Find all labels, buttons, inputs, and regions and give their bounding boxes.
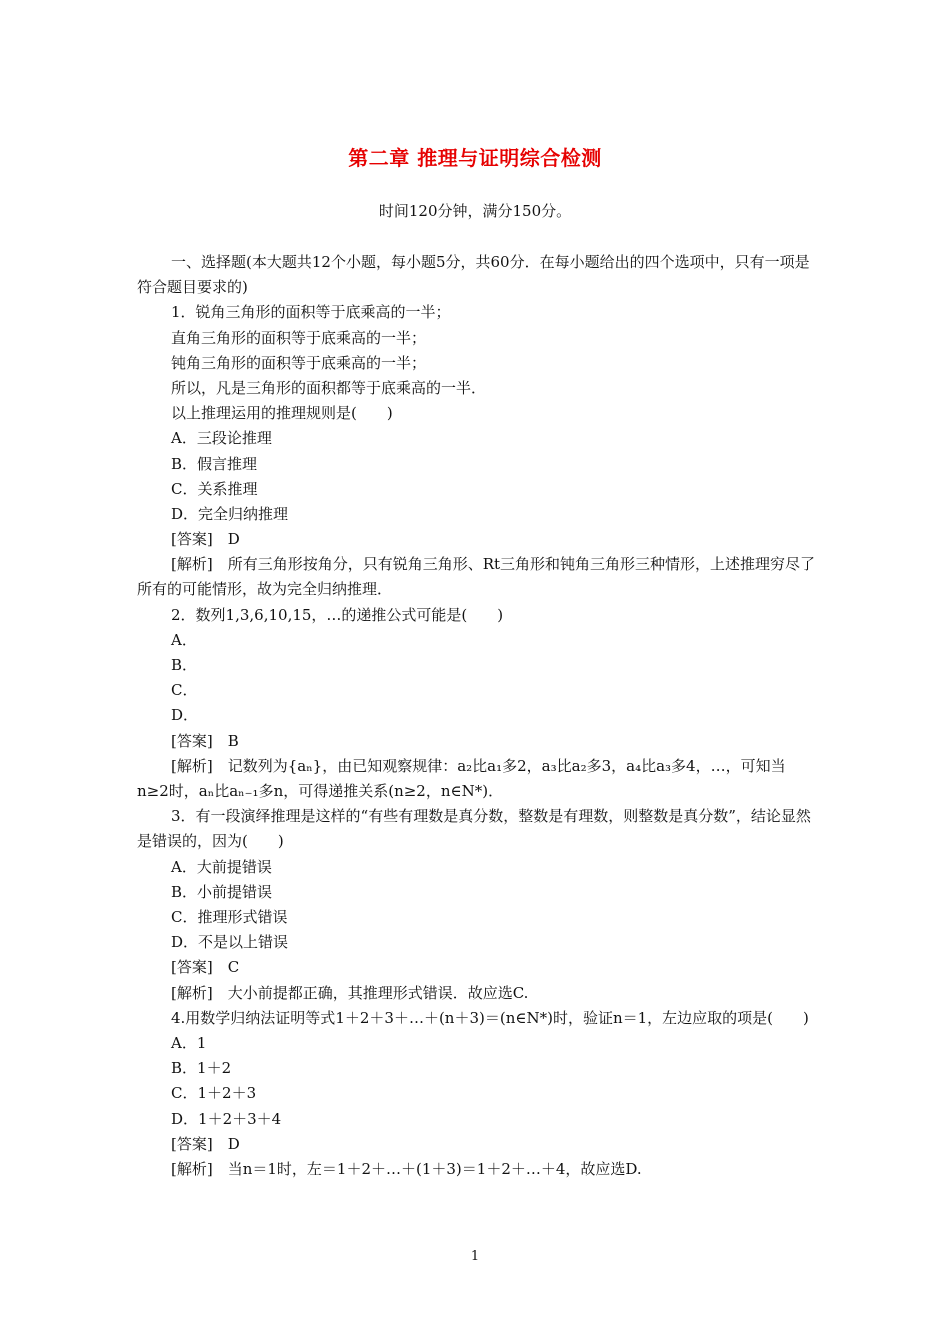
question-4-option-b: B．1＋2 bbox=[171, 1059, 232, 1078]
question-1-line: 钝角三角形的面积等于底乘高的一半； bbox=[171, 353, 427, 372]
question-2-stem: 2．数列1,3,6,10,15，…的递推公式可能是( ) bbox=[171, 605, 504, 624]
question-2-analysis: [解析] 记数列为{aₙ}，由已知观察规律：a₂比a₁多2，a₃比a₂多3，a₄比a₃多4，…，可知当n≥2时，aₙ比aₙ₋₁多n，可得递推关系(n≥2，n∈N*)． bbox=[137, 756, 786, 801]
question-4-analysis: [解析] 当n＝1时，左＝1＋2＋…＋(1＋3)＝1＋2＋…＋4，故应选D. bbox=[171, 1159, 642, 1178]
question-3-option-d: D．不是以上错误 bbox=[171, 933, 289, 952]
question-3-analysis: [解析] 大小前提都正确，其推理形式错误．故应选C. bbox=[171, 983, 529, 1002]
question-1-analysis: [解析] 所有三角形按角分，只有锐角三角形、Rt三角形和钝角三角形三种情形，上述推理穷尽了所有的可能情形，故为完全归纳推理． bbox=[137, 555, 816, 599]
question-1-prompt: 以上推理运用的推理规则是( ) bbox=[171, 404, 393, 423]
question-4-option-d: D．1＋2＋3＋4 bbox=[171, 1109, 282, 1128]
question-2-option-c: C． bbox=[171, 681, 198, 700]
question-1-option-c: C．关系推理 bbox=[171, 479, 258, 498]
question-4-option-c: C．1＋2＋3 bbox=[171, 1084, 257, 1103]
question-3-option-c: C．推理形式错误 bbox=[171, 908, 288, 926]
question-2-answer: [答案] B bbox=[171, 731, 239, 750]
question-2-option-a: A． bbox=[171, 630, 197, 649]
question-2-option-d: D． bbox=[171, 706, 199, 725]
question-4-answer: [答案] D bbox=[171, 1134, 240, 1153]
question-1-line: 所以，凡是三角形的面积都等于底乘高的一半． bbox=[171, 378, 487, 397]
question-2-option-b: B． bbox=[171, 656, 198, 675]
question-3-option-b: B．小前提错误 bbox=[171, 882, 273, 901]
question-1-option-b: B．假言推理 bbox=[171, 454, 258, 473]
question-1-answer: [答案] D bbox=[171, 530, 240, 549]
question-1-stem: 1．锐角三角形的面积等于底乘高的一半； bbox=[171, 303, 451, 322]
question-1-line: 直角三角形的面积等于底乘高的一半； bbox=[171, 328, 427, 347]
section-heading: 一、选择题(本大题共12个小题，每小题5分，共60分．在每小题给出的四个选项中，只有一项是符合题目要求的) bbox=[137, 253, 810, 297]
question-1-option-d: D．完全归纳推理 bbox=[171, 504, 289, 523]
question-1-option-a: A．三段论推理 bbox=[171, 429, 272, 448]
question-4-option-a: A．1 bbox=[171, 1033, 207, 1052]
question-4-stem: 4.用数学归纳法证明等式1＋2＋3＋…＋(n＋3)＝(n∈N*)时，验证n＝1，左边应取的项是( ) bbox=[171, 1008, 809, 1027]
page-number: 1 bbox=[470, 1249, 480, 1264]
question-3-stem: 3．有一段演绎推理是这样的“有些有理数是真分数，整数是有理数，则整数是真分数”，结论显然是错误的，因为( ) bbox=[137, 807, 811, 851]
document-body bbox=[137, 250, 817, 1182]
question-3-answer: [答案] C bbox=[171, 958, 240, 977]
question-3-option-a: A．大前提错误 bbox=[171, 857, 272, 876]
exam-time-info: 时间120分钟，满分150分。 bbox=[378, 202, 572, 220]
page-title: 第二章 推理与证明综合检测 bbox=[348, 146, 602, 170]
